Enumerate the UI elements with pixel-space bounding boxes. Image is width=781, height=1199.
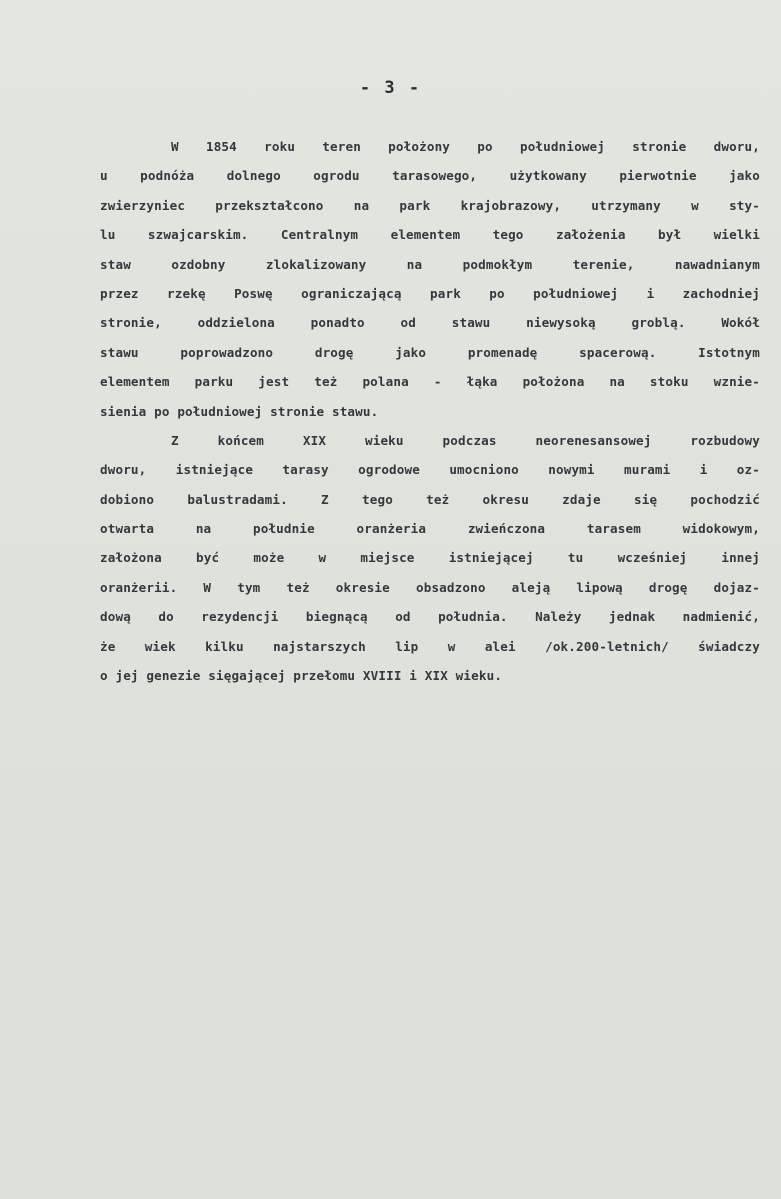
text-line: sienia po południowej stronie stawu. (100, 403, 379, 419)
text-line: lu szwajcarskim. Centralnym elementem tego założenia był wielki (100, 227, 760, 243)
text-line: stronie, oddzielona ponadto od stawu niewysoką groblą. Wokół (100, 315, 760, 331)
paragraph (100, 132, 760, 426)
text-line: zwierzyniec przekształcono na park krajobrazowy, utrzymany w sty- (100, 197, 760, 213)
text-line: dową do rezydencji biegnącą od południa. Należy jednak nadmienić, (100, 609, 760, 625)
text-line: otwarta na południe oranżeria zwieńczona tarasem widokowym, (100, 521, 760, 537)
text-line: dobiono balustradami. Z tego też okresu zdaje się pochodzić (100, 491, 760, 507)
text-line: przez rzekę Poswę ograniczającą park po południowej i zachodniej (100, 285, 760, 301)
text-line: elementem parku jest też polana - łąka położona na stoku wznie- (100, 374, 760, 390)
text-line: o jej genezie sięgającej przełomu XVIII i XIX wieku. (100, 668, 503, 684)
text-line: oranżerii. W tym też okresie obsadzono aleją lipową drogę dojaz- (100, 579, 760, 595)
text-line: W 1854 roku teren położony po południowej stronie dworu, (171, 139, 760, 154)
text-line: że wiek kilku najstarszych lip w alei /ok.200-letnich/ świadczy (100, 638, 760, 654)
text-line: Z końcem XIX wieku podczas neorenesansowej rozbudowy (171, 432, 760, 448)
page-number: - 3 - (359, 78, 422, 98)
text-line: staw ozdobny zlokalizowany na podmokłym terenie, nawadnianym (100, 256, 760, 272)
text-line: stawu poprowadzono drogę jako promenadę spacerową. Istotnym (100, 344, 760, 360)
paragraph (100, 426, 760, 691)
text-line: u podnóża dolnego ogrodu tarasowego, użytkowany pierwotnie jako (100, 168, 760, 184)
body-text (100, 132, 760, 690)
text-line: założona być może w miejsce istniejącej tu wcześniej innej (100, 550, 760, 566)
text-line: dworu, istniejące tarasy ogrodowe umocniono nowymi murami i oz- (100, 462, 760, 478)
